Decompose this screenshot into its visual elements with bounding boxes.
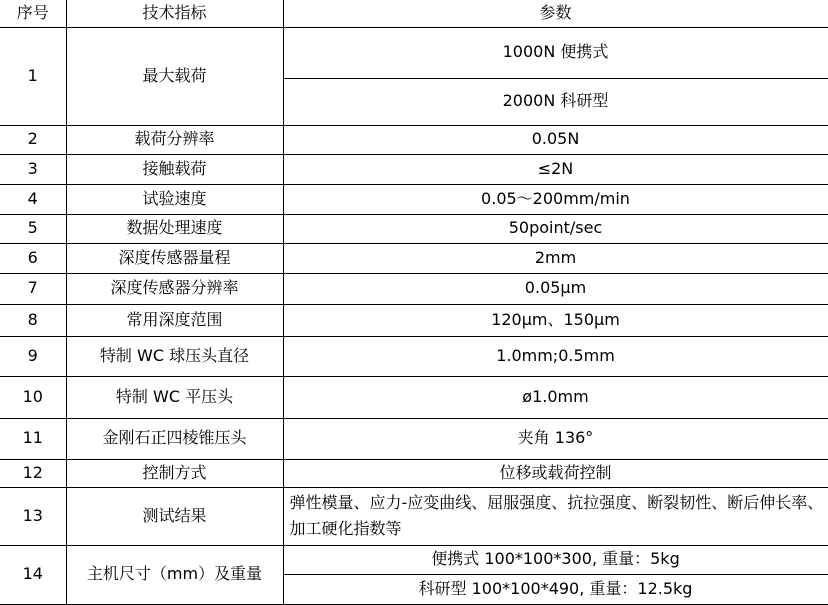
row-index: 4 [0,184,66,214]
row-indicator: 主机尺寸（mm）及重量 [66,545,283,604]
row-indicator: 金刚石正四棱锥压头 [66,418,283,459]
row-param: 1000N 便携式 [283,27,828,78]
row-indicator: 控制方式 [66,459,283,487]
row-indicator: 试验速度 [66,184,283,214]
row-indicator: 常用深度范围 [66,304,283,336]
row-index: 13 [0,487,66,545]
row-param: ≤2N [283,154,828,184]
row-param: 夹角 136° [283,418,828,459]
table-row [0,487,828,545]
table-row [0,273,828,304]
header-index: 序号 [0,0,66,27]
row-param: 弹性模量、应力-应变曲线、屈服强度、抗拉强度、断裂韧性、断后伸长率、加工硬化指数等 [283,487,828,545]
row-index: 6 [0,243,66,273]
header-indicator: 技术指标 [66,0,283,27]
row-param: 便携式 100*100*300, 重量：5kg [283,545,828,574]
row-param: 0.05μm [283,273,828,304]
table-row [0,214,828,243]
row-param: 2000N 科研型 [283,78,828,125]
row-index: 1 [0,27,66,125]
table-row [0,304,828,336]
row-index: 14 [0,545,66,604]
row-indicator: 深度传感器分辨率 [66,273,283,304]
table-row [0,154,828,184]
row-param: 1.0mm;0.5mm [283,336,828,376]
row-indicator: 特制 WC 球压头直径 [66,336,283,376]
row-index: 9 [0,336,66,376]
row-param: 0.05～200mm/min [283,184,828,214]
row-indicator: 载荷分辨率 [66,125,283,154]
row-param: 120μm、150μm [283,304,828,336]
header-parameter: 参数 [283,0,828,27]
row-indicator: 特制 WC 平压头 [66,376,283,418]
row-indicator: 数据处理速度 [66,214,283,243]
row-index: 8 [0,304,66,336]
table-row [0,27,828,78]
row-param: ø1.0mm [283,376,828,418]
row-index: 3 [0,154,66,184]
header-row [0,0,828,27]
row-index: 5 [0,214,66,243]
table-row [0,243,828,273]
row-indicator: 测试结果 [66,487,283,545]
table-row [0,336,828,376]
row-indicator: 接触载荷 [66,154,283,184]
row-param: 位移或载荷控制 [283,459,828,487]
row-index: 2 [0,125,66,154]
row-indicator: 深度传感器量程 [66,243,283,273]
row-indicator: 最大载荷 [66,27,283,125]
row-index: 12 [0,459,66,487]
row-param: 2mm [283,243,828,273]
row-param: 科研型 100*100*490, 重量：12.5kg [283,574,828,604]
row-index: 7 [0,273,66,304]
table-row [0,459,828,487]
table-row [0,184,828,214]
table-row [0,545,828,574]
row-param: 0.05N [283,125,828,154]
row-param: 50point/sec [283,214,828,243]
table-row [0,418,828,459]
table-row [0,376,828,418]
table-row [0,125,828,154]
row-index: 11 [0,418,66,459]
row-index: 10 [0,376,66,418]
